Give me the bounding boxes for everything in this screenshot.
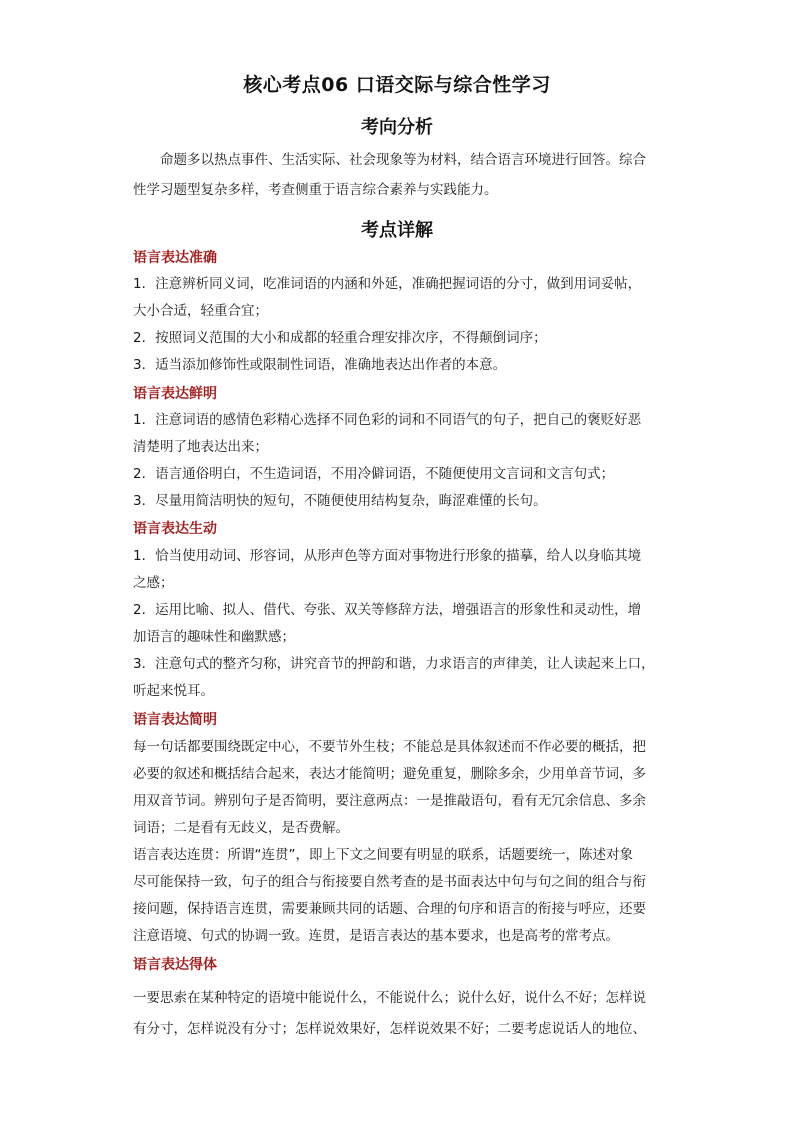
paragraph-line: 之感； <box>133 575 174 591</box>
paragraph-line: 清楚明了地表达出来； <box>133 439 268 455</box>
paragraph-line: 1．注意辨析同义词，吃准词语的内涵和外延，准确把握词语的分寸，做到用词妥帖， <box>133 276 642 292</box>
document-title: 核心考点06 口语交际与综合性学习 <box>243 74 551 96</box>
paragraph-line: 3．注意句式的整齐匀称，讲究音节的押韵和谐，力求语言的声律美，让人读起来上口， <box>133 656 655 672</box>
paragraph-line: 一要思索在某种特定的语境中能说什么，不能说什么；说什么好，说什么不好；怎样说 <box>133 990 646 1006</box>
paragraph-line: 性学习题型复杂多样，考查侧重于语言综合素养与实践能力。 <box>133 182 498 198</box>
paragraph-line: 听起来悦耳。 <box>133 683 214 699</box>
paragraph-line: 有分寸，怎样说没有分寸；怎样说效果好，怎样说效果不好；二要考虑说话人的地位、 <box>133 1021 646 1037</box>
subheading-liveliness: 语言表达生动 <box>133 521 217 537</box>
paragraph-line: 必要的叙述和概括结合起来，表达才能简明；避免重复，删除多余，少用单音节词，多 <box>133 766 646 782</box>
paragraph-line: 命题多以热点事件、生活实际、社会现象等为材料，结合语言环境进行回答。综合 <box>160 152 646 168</box>
paragraph-line: 1．注意词语的感情色彩精心选择不同色彩的词和不同语气的句子，把自己的褒贬好恶 <box>133 412 642 428</box>
subheading-accuracy: 语言表达准确 <box>133 250 217 266</box>
paragraph-line: 每一句话都要围绕既定中心，不要节外生枝；不能总是具体叙述而不作必要的概括，把 <box>133 739 646 755</box>
paragraph-line: 2．按照词义范围的大小和成都的轻重合理安排次序，不得颠倒词序； <box>133 330 547 346</box>
paragraph-line: 接问题，保持语言连贯，需要兼顾共同的话题、合理的句序和语言的衔接与呼应，还要 <box>133 901 646 917</box>
paragraph-line: 语言表达连贯：所谓“连贯”，即上下文之间要有明显的联系，话题要统一，陈述对象 <box>133 847 633 863</box>
subheading-vividness: 语言表达鲜明 <box>133 386 217 402</box>
paragraph-line: 词语；二是看有无歧义，是否费解。 <box>133 820 349 836</box>
section-heading-analysis: 考向分析 <box>361 117 433 138</box>
paragraph-line: 注意语境、句式的协调一致。连贯，是语言表达的基本要求，也是高考的常考点。 <box>133 928 619 944</box>
paragraph-line: 3．适当添加修饰性或限制性词语，准确地表达出作者的本意。 <box>133 357 507 373</box>
paragraph-line: 2．运用比喻、拟人、借代、夸张、双关等修辞方法，增强语言的形象性和灵动性，增 <box>133 602 642 618</box>
paragraph-line: 尽可能保持一致，句子的组合与衔接要自然考查的是书面表达中句与句之间的组合与衔 <box>133 874 646 890</box>
subheading-conciseness: 语言表达简明 <box>133 712 217 728</box>
paragraph-line: 1．恰当使用动词、形容词，从形声色等方面对事物进行形象的描摹，给人以身临其境 <box>133 548 642 564</box>
paragraph-line: 3．尽量用简洁明快的短句，不随便使用结构复杂，晦涩难懂的长句。 <box>133 493 547 509</box>
subheading-appropriateness: 语言表达得体 <box>133 957 217 973</box>
paragraph-line: 用双音节词。辨别句子是否简明，要注意两点：一是推敲语句，看有无冗余信息、多余 <box>133 793 646 809</box>
paragraph-line: 2．语言通俗明白，不生造词语，不用冷僻词语，不随便使用文言词和文言句式； <box>133 466 615 482</box>
paragraph-line: 加语言的趣味性和幽默感； <box>133 629 295 645</box>
paragraph-line: 大小合适，轻重合宜； <box>133 303 268 319</box>
section-heading-details: 考点详解 <box>361 220 433 241</box>
